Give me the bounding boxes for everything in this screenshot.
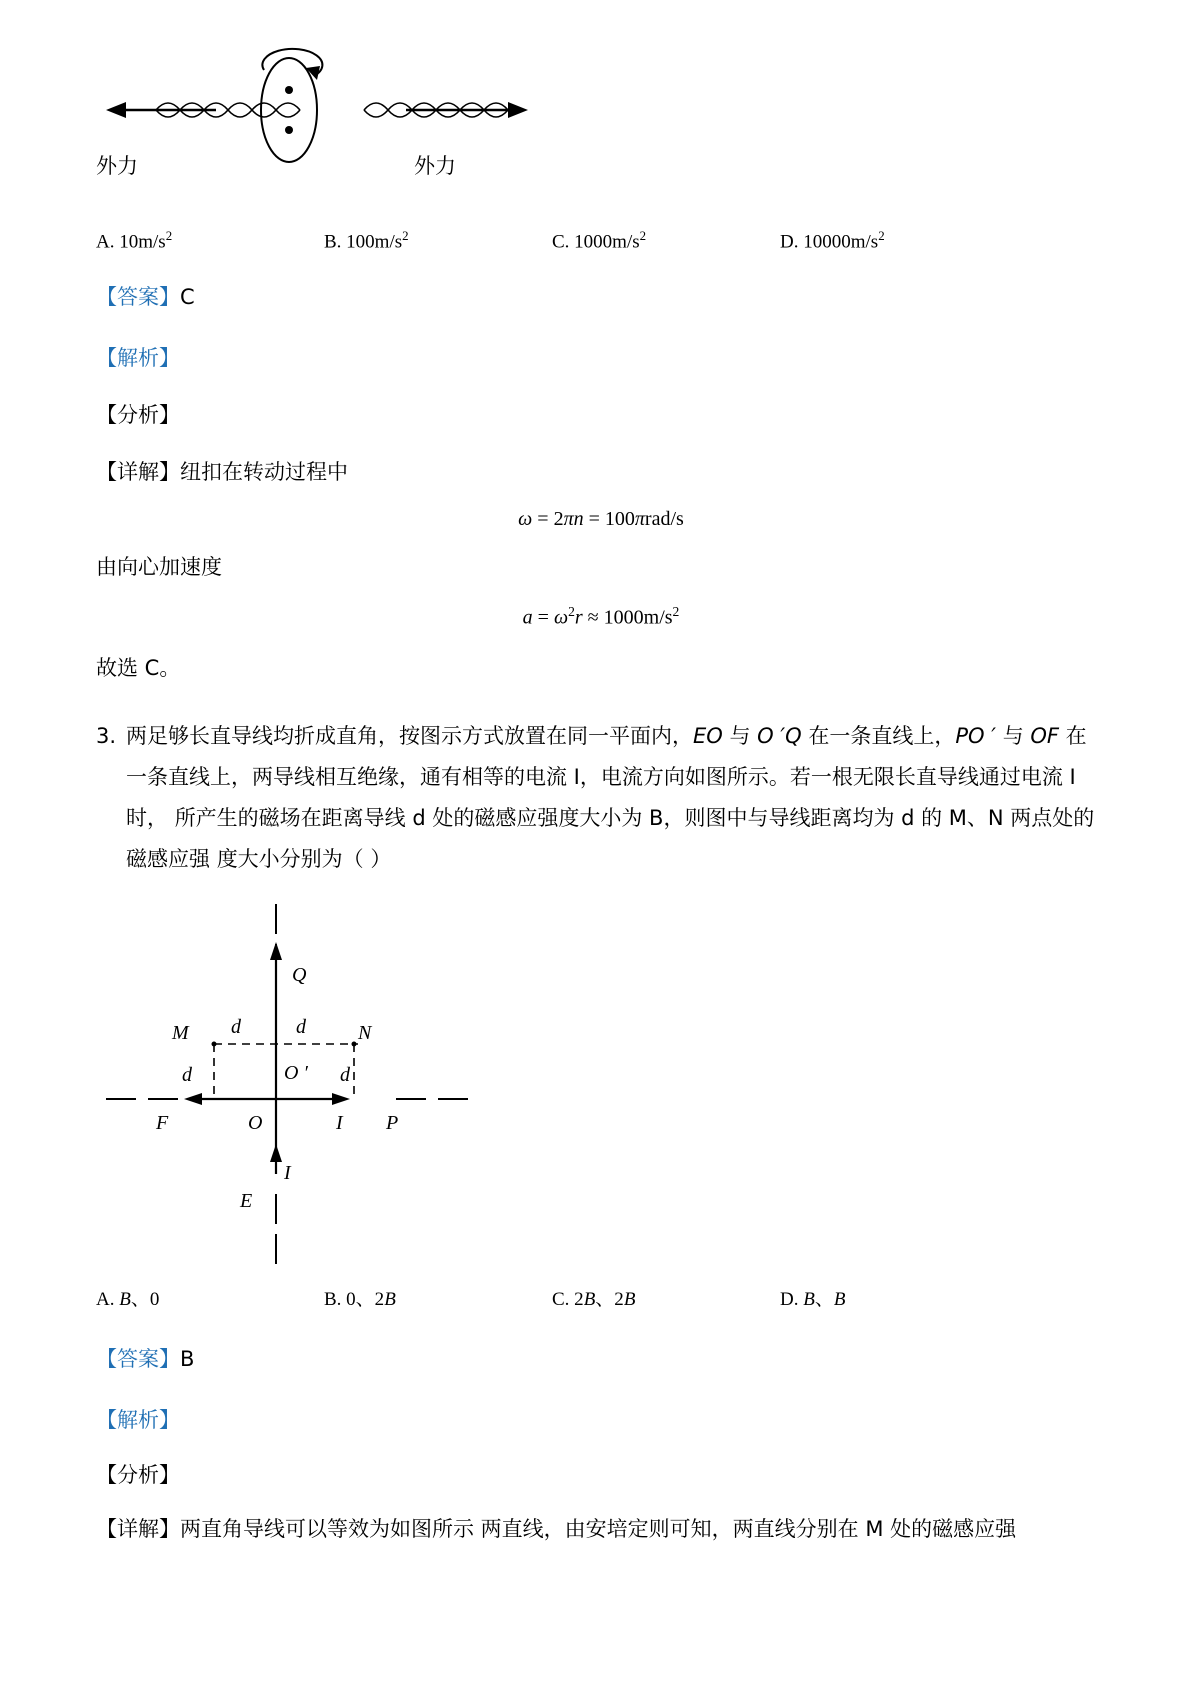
answer-tag: 【答案】 (96, 1347, 180, 1372)
question3-line3: 所产生的磁场在距离导线 d 处的磁感应强度大小为 B，则图中与导线距离均为 d 的 M、N 两点处的磁感应强 (126, 806, 1095, 872)
figure-spinning-button (96, 30, 1106, 210)
question2-mid-text: 由向心加速度 (96, 555, 222, 580)
figure2-label-O-prime: O ′ (284, 1062, 308, 1085)
answer-value: C (180, 285, 195, 310)
figure-spinning-button-svg (96, 30, 1106, 210)
question2-option-a: A. $10m/s^2$ (96, 228, 173, 253)
question2-option-c: C. $1000m/s^2$ (552, 228, 647, 253)
answer-value: B (180, 1347, 195, 1372)
figure2-label-d-right: d (340, 1064, 350, 1087)
figure2-label-d-left: d (182, 1064, 192, 1087)
figure-right-angle-wires (96, 894, 1106, 1274)
question2-analysis-tag: 【解析】 (96, 346, 180, 371)
question2-option-d: D. $10000m/s^2$ (780, 228, 885, 253)
question3-option-b: B. 0、2B (324, 1289, 396, 1311)
question2-formula-2: $a = \omega^2r \approx 1000m/s^2$ (522, 604, 680, 629)
figure2-label-M: M (172, 1022, 189, 1045)
figure2-label-I-horizontal: I (336, 1112, 343, 1135)
question3-analysis-tag: 【解析】 (96, 1407, 180, 1432)
question3-answer-line (96, 1341, 1106, 1378)
question3-number: 3. (96, 724, 117, 749)
figure2-label-Q: Q (292, 964, 307, 987)
question3-option-a: A. B、0 (96, 1289, 160, 1311)
question3-line4: 度大小分别为（ ） (216, 847, 392, 872)
figure2-label-I-vertical: I (284, 1162, 291, 1185)
question2-option-b: B. $100m/s^2$ (324, 228, 409, 253)
question3-stem (96, 716, 1106, 880)
question3-xiangjie: 【详解】两直角导线可以等效为如图所示 两直线，由安培定则可知，两直线分别在 M 处的磁感应强 (96, 1517, 1017, 1542)
page-content (96, 30, 1106, 1562)
figure1-left-label: 外力 (96, 154, 138, 178)
figure2-label-d-top-right: d (296, 1016, 306, 1039)
figure2-label-E: E (240, 1190, 253, 1213)
question3-fenxi-tag: 【分析】 (96, 1462, 180, 1487)
question2-conclusion: 故选 C。 (96, 655, 181, 680)
question3-options (96, 1284, 1106, 1311)
figure2-label-d-top-left: d (231, 1016, 241, 1039)
question2-fenxi-tag: 【分析】 (96, 402, 180, 427)
question3-line1: 两足够长直导线均折成直角，按图示方式放置在同一平面内，EO 与 O ′Q 在一条直线上，PO ′ 与 OF 在 (126, 724, 1087, 749)
question2-formula-1: ω = 2πn = 100πrad/s (518, 508, 684, 531)
figure2-label-N: N (358, 1022, 372, 1045)
question3-option-d: D. B、B (780, 1289, 846, 1311)
answer-tag: 【答案】 (96, 285, 180, 310)
question3-line2: 一条直线上，两导线相互绝缘，通有相等的电流 I，电流方向如图所示。若一根无限长直导线通过电流 I 时， (126, 765, 1076, 831)
figure-right-angle-wires-svg (96, 894, 1106, 1274)
question3-option-c: C. 2B、2B (552, 1289, 636, 1311)
figure2-label-P: P (386, 1112, 399, 1135)
question2-options (96, 228, 1106, 253)
question2-answer-line (96, 279, 1106, 316)
figure1-right-label: 外力 (414, 154, 456, 178)
figure2-label-O: O (248, 1112, 263, 1135)
question2-xiangjie: 【详解】纽扣在转动过程中 (96, 459, 348, 484)
figure2-label-F: F (156, 1112, 169, 1135)
